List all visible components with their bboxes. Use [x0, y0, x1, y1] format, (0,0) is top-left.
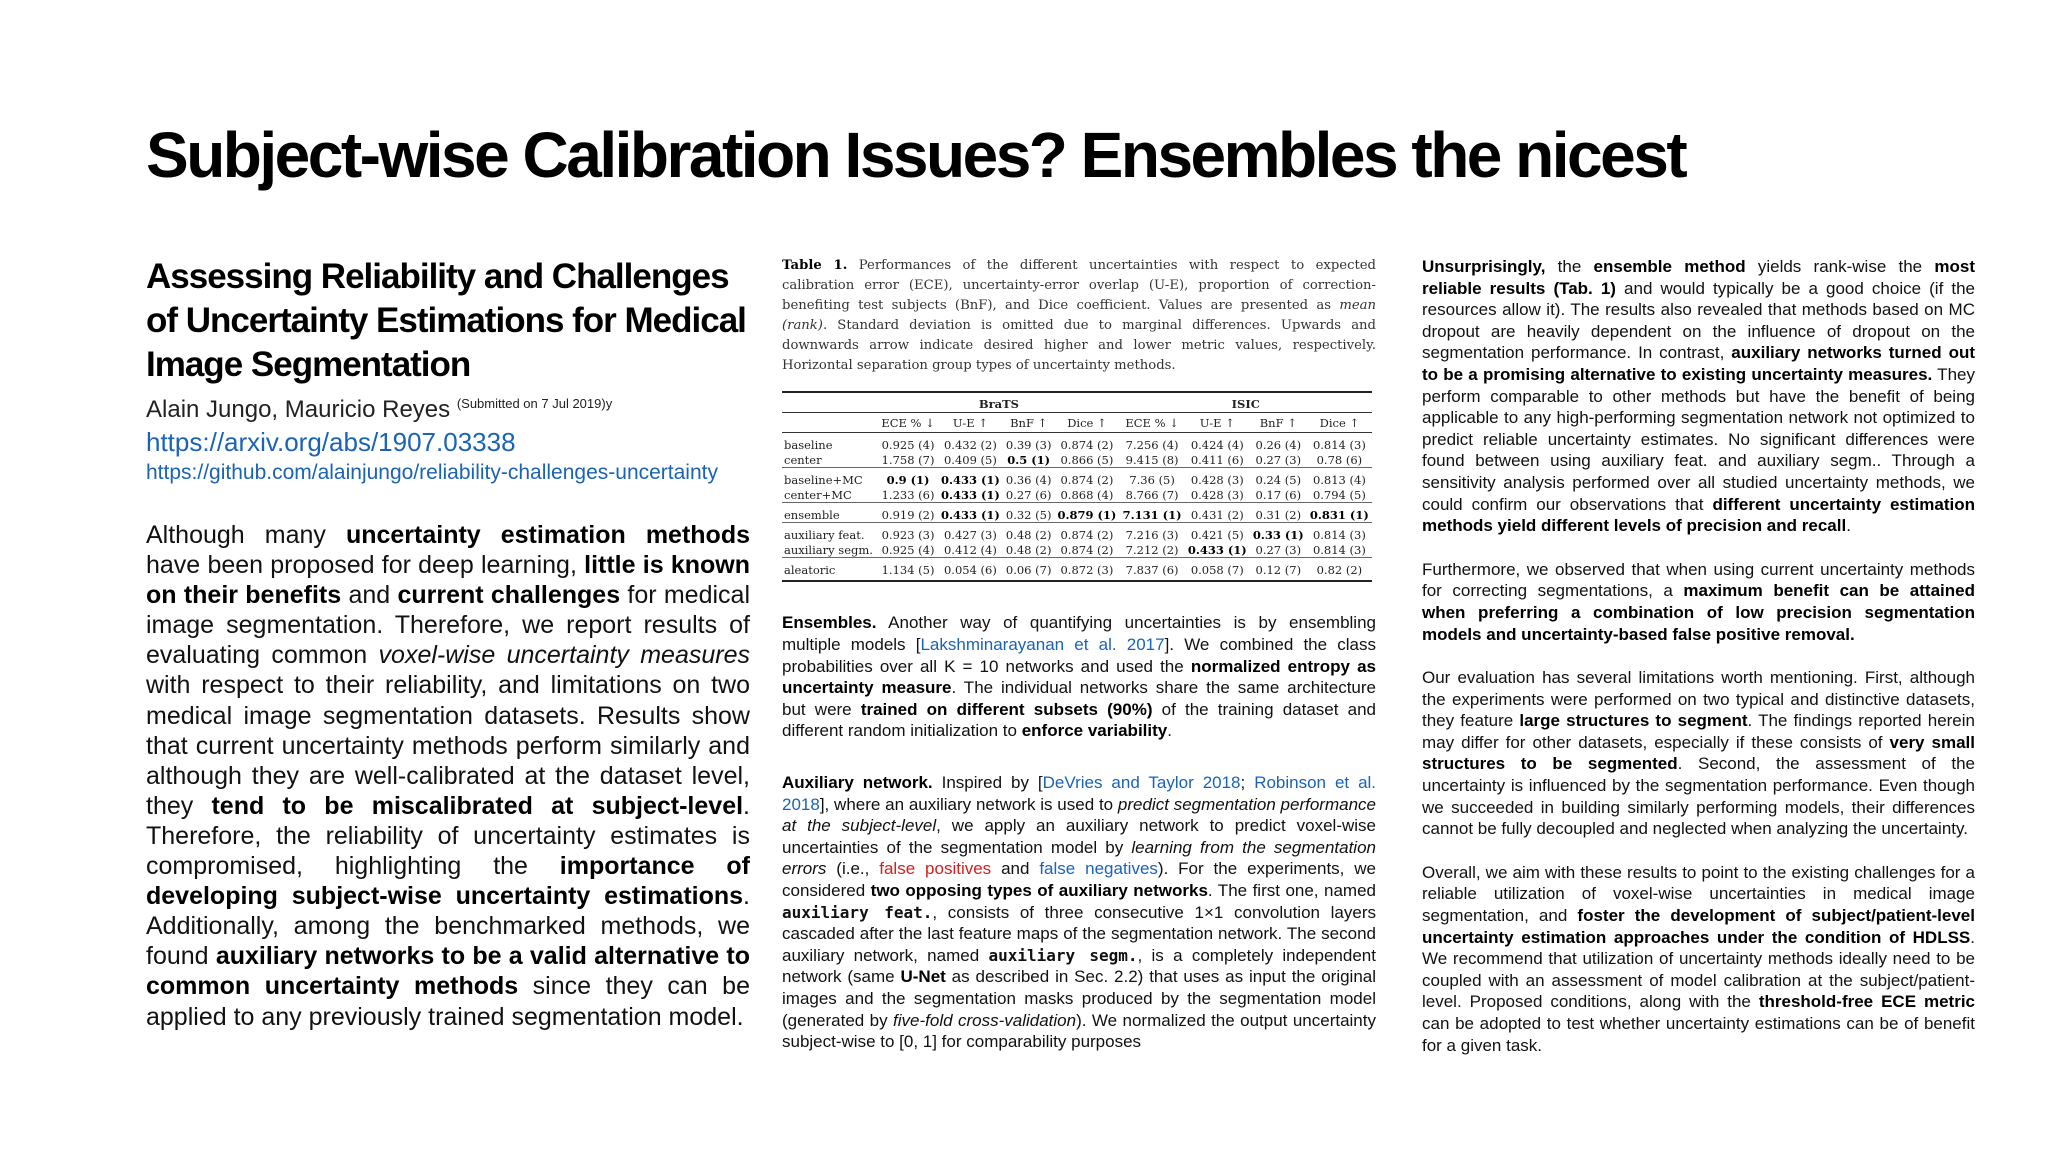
table-cell: 1.233 (6) — [881, 487, 935, 502]
table-cell: 0.872 (3) — [1054, 558, 1119, 582]
table-cell: 0.813 (4) — [1307, 468, 1372, 488]
ensembles-paragraph — [782, 612, 1376, 742]
text-run: valid alternative — [529, 942, 720, 971]
column-header: BnF ↑ — [1003, 413, 1054, 433]
text-run: ensemble — [1593, 257, 1672, 276]
group-header: ISIC — [1120, 392, 1372, 413]
text-run: Although many — [146, 521, 346, 549]
paper-authors — [146, 389, 750, 425]
results-table — [782, 391, 1372, 582]
table-cell: 0.27 (3) — [1255, 542, 1302, 557]
table-cell: 0.424 (4) — [1185, 433, 1250, 453]
table-cell: 7.212 (2) — [1125, 542, 1179, 557]
text-run: reliable — [1422, 278, 1482, 298]
text-run: Our evaluation has several limitations worth mentioning. First, although the experiments were performed on two typical and distinctive datasets, they feature — [1422, 668, 1975, 731]
conclusion-paragraph — [1422, 862, 1975, 1056]
table-cell: 0.868 (4) — [1060, 487, 1114, 502]
text-run: and — [991, 859, 1040, 879]
text-run: . — [1167, 721, 1172, 741]
text-run: , consists of three consecutive 1×1 convolution layers cascaded after the last feature maps of the segmentation network. The second auxiliary network, named — [782, 902, 1376, 965]
row-label: center — [784, 452, 822, 467]
table-cell: 1.758 (7) — [881, 452, 935, 467]
table-cell: 0.48 (2) — [1005, 542, 1052, 557]
text-run: yields rank-wise the — [1745, 257, 1935, 276]
text-run: the — [1545, 257, 1594, 276]
text-run: Lakshminarayanan et al. 2017 — [920, 635, 1165, 655]
right-column — [1422, 256, 1975, 1078]
text-run: (i.e., — [826, 859, 880, 879]
table-body — [782, 433, 1372, 582]
slide-title: Subject-wise Calibration Issues? Ensembles the nicest — [146, 119, 1686, 191]
text-run: Furthermore, we observed that when using current uncertainty methods for correcting segmentations, a — [1422, 559, 1975, 601]
text-run: learning from the segmentation errors — [782, 837, 1376, 879]
text-run: Unsurprisingly, — [1422, 257, 1546, 276]
github-link[interactable]: https://github.com/alainjungo/reliability-challenges-uncertainty — [146, 461, 718, 484]
text-run: very small structures to be segmented — [1422, 732, 1975, 774]
text-run: method — [1671, 257, 1746, 276]
text-run: Another way of quantifying uncertainties is by ensembling multiple models [ — [782, 613, 1376, 655]
text-run: , we apply an auxiliary network to predict voxel-wise uncertainties of the segmentation model by — [782, 816, 1376, 857]
text-run: auxiliary feat. — [782, 902, 933, 922]
table-cell: 0.919 (2) — [878, 503, 938, 523]
table-cell: 0.433 (1) — [1187, 542, 1247, 557]
table-cell: 7.131 (1) — [1120, 503, 1185, 523]
text-run: uncertainty estimation methods — [345, 521, 750, 549]
text-run: for medical image segmentation. Therefore, we report results of evaluating common — [146, 581, 751, 670]
table-cell: 0.24 (5) — [1250, 468, 1307, 488]
text-run: voxel-wise uncertainty measures — [378, 641, 750, 670]
row-label: auxiliary feat. — [782, 523, 878, 543]
table-cell: 0.814 (3) — [1307, 523, 1372, 543]
table-row — [782, 433, 1372, 453]
table-cell: 0.923 (3) — [878, 523, 938, 543]
table-cell: 9.415 (8) — [1125, 452, 1179, 467]
text-run: threshold-free ECE metric — [1758, 992, 1975, 1012]
text-run: subject/patient-level uncertainty — [1422, 906, 1975, 947]
table-cell: 0.831 (1) — [1307, 503, 1372, 523]
text-run: can be adopted to test whether uncertainty estimations can be of benefit for a given task. — [1422, 1014, 1975, 1055]
row-label: center+MC — [784, 487, 852, 502]
text-run: . The first one, named — [1207, 880, 1376, 900]
table-cell: 0.427 (3) — [938, 523, 1003, 543]
table-cell: 0.814 (3) — [1307, 433, 1372, 453]
text-run: normalized entropy as uncertainty measure — [782, 656, 1377, 698]
text-run: auxiliary segm. — [988, 945, 1138, 965]
text-run: different uncertainty estimation methods yield different levels of precision and recall — [1422, 494, 1975, 536]
text-run: of the training dataset and different random initialization to — [782, 699, 1376, 741]
text-run: false negatives — [1039, 859, 1158, 879]
table-cell: 0.058 (7) — [1185, 558, 1250, 582]
text-run: five-fold cross-validation — [893, 1010, 1077, 1030]
table-cell: 7.256 (4) — [1120, 433, 1185, 453]
text-run: They perform comparable to other methods but have the benefit of being applicable to any high-performing segmentation network not optimized to predict reliable uncertainty estimates. No significant differences were found between using auxiliary feat. and auxiliary segm.. Through a sensitivity analysis performed over all studied uncertainty methods, we could confirm our observations that — [1422, 364, 1975, 514]
text-run: Overall, we aim with these results to point to the existing challenges for a reliable utilization of voxel-wise uncertainties in medical image segmentation, and — [1422, 862, 1975, 926]
text-run: trained on different subsets (90%) — [860, 699, 1153, 719]
abstract-text — [146, 520, 750, 1032]
table-cell: 0.27 (6) — [1005, 487, 1052, 502]
column-header: BnF ↑ — [1250, 413, 1307, 433]
auxiliary-network-paragraph — [782, 772, 1376, 1053]
text-run: ]. We combined the class probabilities over all K = 10 networks and used the — [782, 635, 1376, 676]
table-cell: 7.36 (5) — [1120, 468, 1185, 488]
row-label: baseline+MC — [782, 468, 878, 488]
text-run: little is known on their benefits — [146, 551, 750, 610]
text-run: since they can be applied to any previously trained segmentation model. — [146, 972, 750, 1031]
text-run: predict segmentation performance at the subject-level — [782, 794, 1376, 836]
table-row — [782, 468, 1372, 488]
table-cell: 0.874 (2) — [1060, 542, 1114, 557]
table-cell: 0.17 (6) — [1255, 487, 1302, 502]
text-run: auxiliary networks — [215, 942, 435, 971]
text-run: . Standard deviation is omitted due to marginal differences. Upwards and downwards arrow indicate desired higher and lower metric values, respectively. Horizontal separation group types of uncertainty methods. — [782, 317, 1376, 373]
table-cell: 0.48 (2) — [1003, 523, 1054, 543]
text-run: estimation approaches under the condition of HDLSS — [1513, 927, 1971, 947]
table-cell: 0.432 (2) — [938, 433, 1003, 453]
table-row — [782, 503, 1372, 523]
text-run: . We recommend that utilization of uncertainty methods ideally need to be coupled with an assessment of model calibration at the subject/patient-level. Proposed conditions, along with the — [1422, 927, 1975, 1012]
table-cell: 0.33 (1) — [1250, 523, 1307, 543]
paper-title: Assessing Reliability and Challenges of Uncertainty Estimations for Medical Image Segmentation — [146, 257, 746, 384]
text-run: . Therefore, the reliability of uncertainty estimates is compromised, highlighting the — [146, 791, 750, 881]
table-cell: 0.36 (4) — [1003, 468, 1054, 488]
table-cell: 0.421 (5) — [1185, 523, 1250, 543]
text-run: enforce variability — [1021, 721, 1168, 741]
text-run: ], where an auxiliary network is used to — [819, 794, 1118, 814]
text-run: most — [1934, 257, 1975, 276]
table-cell: 0.879 (1) — [1054, 503, 1119, 523]
text-run: to common uncertainty methods — [146, 942, 751, 1001]
table-cell: 7.837 (6) — [1120, 558, 1185, 582]
limitations-paragraph — [1422, 667, 1975, 840]
text-run: results (Tab. 1) — [1481, 278, 1616, 298]
column-header: Dice ↑ — [1054, 413, 1119, 433]
column-header: Dice ↑ — [1307, 413, 1372, 433]
row-label: aleatoric — [782, 558, 878, 582]
text-run: DeVries and Taylor 2018 — [1042, 773, 1241, 792]
text-run: U-Net — [900, 967, 946, 987]
table-corner — [782, 413, 878, 433]
table-cell: 0.26 (4) — [1250, 433, 1307, 453]
table-cell: 0.794 (5) — [1312, 487, 1366, 502]
text-run: large structures to segment — [1519, 711, 1748, 731]
table-cell: 7.216 (3) — [1120, 523, 1185, 543]
table-cell: 0.32 (5) — [1003, 503, 1054, 523]
table-cell: 0.433 (1) — [940, 487, 1000, 502]
table-cell: 0.433 (1) — [938, 468, 1003, 488]
text-run: . — [1846, 516, 1851, 536]
text-run: have been proposed for deep learning, — [146, 551, 585, 580]
arxiv-link[interactable]: https://arxiv.org/abs/1907.03338 — [146, 427, 516, 457]
results-paragraph — [1422, 256, 1975, 537]
text-run: ). For the experiments, we considered — [782, 859, 1377, 900]
text-run — [1801, 906, 1811, 925]
table-cell: 0.428 (3) — [1190, 487, 1244, 502]
table-cell: 0.39 (3) — [1003, 433, 1054, 453]
text-run: current challenges — [397, 581, 621, 610]
table-cell: 0.054 (6) — [938, 558, 1003, 582]
table-cell: 0.874 (2) — [1054, 433, 1119, 453]
text-run: , is a completely independent network (same — [782, 945, 1376, 987]
text-run: turned out to be a promising alternative to existing uncertainty measures. — [1422, 343, 1976, 384]
table-cell: 0.431 (2) — [1185, 503, 1250, 523]
text-run: Table 1. — [782, 258, 848, 273]
submitted-date: (Submitted on 7 Jul 2019)y — [456, 396, 613, 411]
table-cell: 0.9 (1) — [878, 468, 938, 488]
table-cell: 0.814 (3) — [1312, 542, 1366, 557]
text-run: Performances of the different uncertainties with respect to expected calibration error (ECE), uncertainty-error overlap (U-E), proportion of correction-benefiting test subjects (BnF), and Dice coefficient. Values are presented as — [782, 258, 1376, 313]
table-cell: 0.31 (2) — [1250, 503, 1307, 523]
table-cell: 0.5 (1) — [1007, 452, 1051, 467]
middle-column — [782, 256, 1376, 1053]
table-cell: 0.82 (2) — [1307, 558, 1372, 582]
text-run: ). We normalized the output uncertainty subject-wise to [0, 1] for comparability purposes — [782, 1010, 1376, 1052]
text-run: . The individual networks share the same architecture but were — [782, 678, 1376, 719]
benefit-paragraph — [1422, 559, 1975, 645]
table-row — [782, 542, 1372, 558]
table-cell: 0.411 (6) — [1190, 452, 1244, 467]
text-run: as described in Sec. 2.2) that uses as input the original images and the segmentation masks produced by the segmentation model (generated by — [782, 967, 1377, 1030]
authors-names: Alain Jungo, Mauricio Reyes — [146, 396, 451, 423]
table-cell: 1.134 (5) — [878, 558, 938, 582]
table-cell: 0.428 (3) — [1185, 468, 1250, 488]
text-run: maximum benefit can be attained when preferring a combination of low precision segmentation models and uncertainty-based false positive removal. — [1422, 581, 1975, 644]
text-run: ; — [1240, 773, 1255, 792]
table-cell: 0.874 (2) — [1054, 468, 1119, 488]
text-run: with respect to their reliability, and limitations on two medical image segmentation datasets. Results show that current uncertainty methods perform similarly and although they are well-calibrated at the dataset level, they — [146, 671, 750, 820]
table-cell: 0.433 (1) — [938, 503, 1003, 523]
table-cell: 0.866 (5) — [1060, 452, 1114, 467]
table-cell: 0.78 (6) — [1316, 452, 1363, 467]
column-header: ECE % ↓ — [1120, 413, 1185, 433]
table-row — [782, 523, 1372, 543]
row-label: auxiliary segm. — [784, 542, 873, 557]
text-run: importance of developing subject-wise uncertainty estimations — [146, 852, 750, 911]
text-run: two opposing types of auxiliary networks — [870, 880, 1208, 900]
table-cell: 0.925 (4) — [878, 433, 938, 453]
table-row — [782, 558, 1372, 582]
text-run: false positives — [879, 859, 992, 879]
table-cell: 0.27 (3) — [1255, 452, 1302, 467]
table-cell: 0.409 (5) — [943, 452, 997, 467]
table-corner — [782, 392, 878, 413]
column-header: ECE % ↓ — [878, 413, 938, 433]
table-row — [782, 452, 1372, 468]
table-cell: 0.874 (2) — [1054, 523, 1119, 543]
table-row — [782, 487, 1372, 503]
text-run: mean (rank) — [782, 297, 1376, 333]
table-cell: 8.766 (7) — [1125, 487, 1179, 502]
group-header: BraTS — [878, 392, 1119, 413]
text-run: . The findings reported herein may differ for other datasets, especially if these consists of — [1422, 711, 1975, 752]
table-cell: 0.412 (4) — [943, 542, 997, 557]
row-label: baseline — [782, 433, 878, 453]
text-run: foster the development of — [1577, 906, 1802, 926]
text-run: Ensembles. — [782, 613, 877, 633]
table-cell: 0.925 (4) — [881, 542, 935, 557]
column-header: U-E ↑ — [938, 413, 1003, 433]
text-run: Auxiliary network. — [782, 773, 933, 792]
text-run: and — [341, 581, 398, 610]
row-label: ensemble — [782, 503, 878, 523]
text-run: . Second, the assessment of the uncertainty is influenced by the segmentation performance. Even though we succeeded in building similarly performing models, their differences cannot be fully decoupled and neglected when analyzing the uncertainty. — [1422, 754, 1975, 839]
text-run: and would typically be a good choice (if the resources allow it). The results also revealed that methods based on MC dropout are heavily dependent on the influence of dropout on the segmentation performance. In contrast, — [1422, 278, 1975, 363]
text-run: auxiliary networks — [1731, 343, 1882, 363]
table-caption — [782, 256, 1376, 375]
text-run: Robinson et al. 2018 — [782, 773, 1377, 814]
text-run: to be a — [434, 942, 530, 971]
text-run: . Additionally, among the benchmarked methods, we found — [146, 882, 750, 971]
text-run: Inspired by [ — [932, 773, 1043, 792]
table-cell: 0.06 (7) — [1003, 558, 1054, 582]
table-cell: 0.12 (7) — [1250, 558, 1307, 582]
column-header: U-E ↑ — [1185, 413, 1250, 433]
left-column — [146, 255, 750, 1032]
text-run: tend to be miscalibrated at subject-level — [211, 791, 744, 820]
